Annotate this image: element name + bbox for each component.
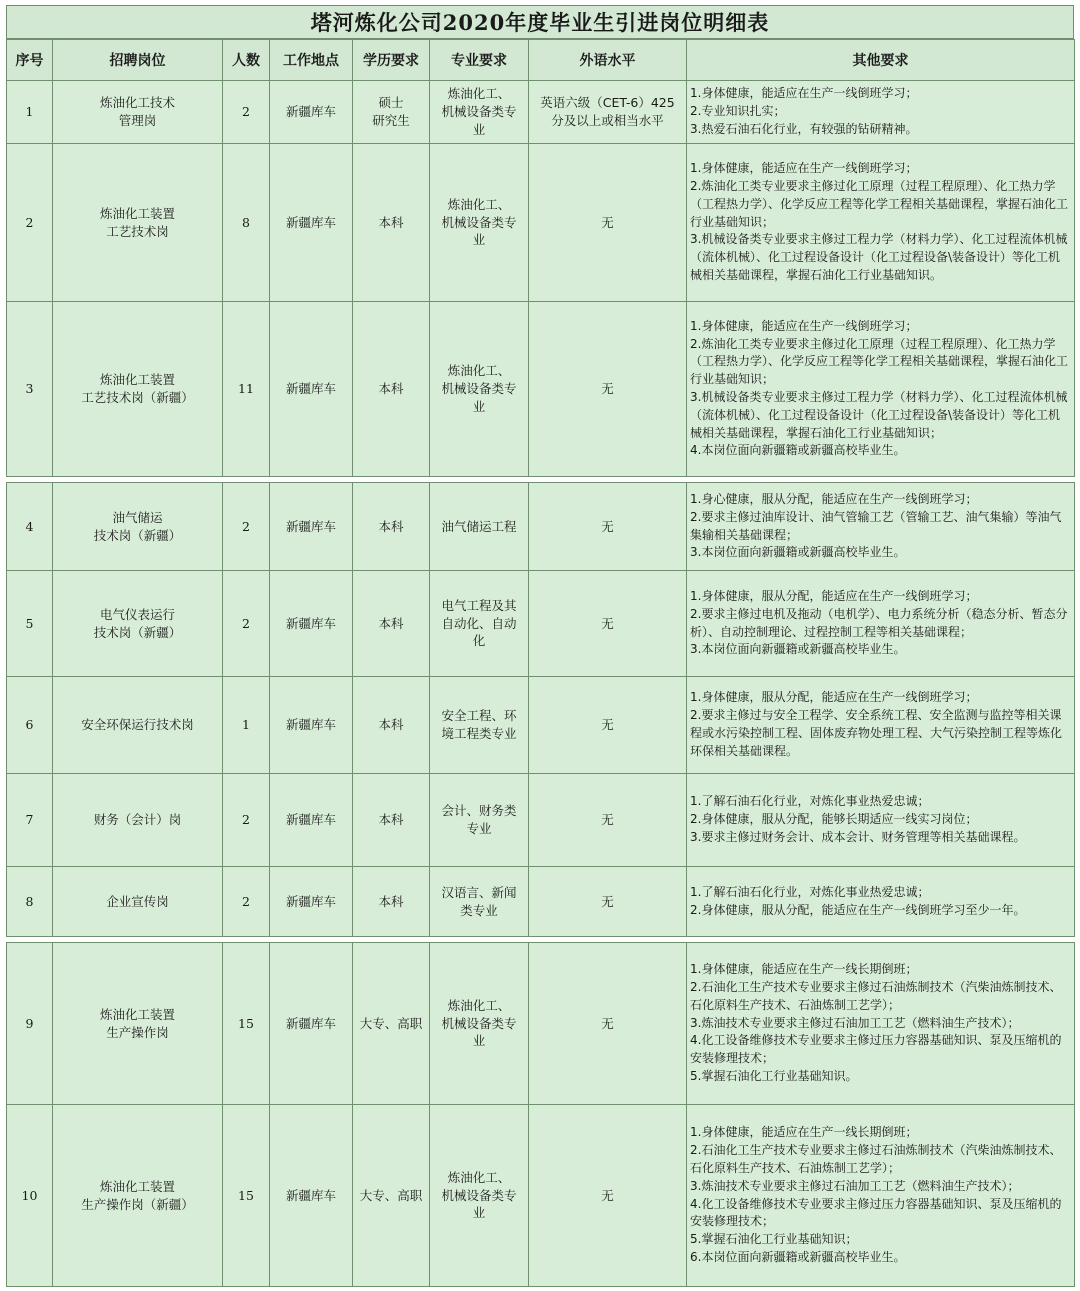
cell-education: 本科 [353,571,430,677]
cell-education: 本科 [353,677,430,774]
cell-other: 1.身体健康，服从分配，能适应在生产一线倒班学习； 2.要求主修过电机及拖动（电机学）、电力系统分析（稳态分析、暂态分析）、自动控制理论、过程控制工程等相关基础课程； 3.本岗位面向新疆籍或新疆高校毕业生。 [687,571,1075,677]
positions-table [6,39,1075,1287]
cell-education: 大专、高职 [353,943,430,1105]
table-row [7,81,1075,144]
cell-language: 无 [529,571,687,677]
cell-post: 炼油化工装置 生产操作岗（新疆） [53,1105,223,1287]
cell-other: 1.身体健康，能适应在生产一线长期倒班； 2.石油化工生产技术专业要求主修过石油炼制技术（汽柴油炼制技术、石化原料生产技术、石油炼制工艺学）； 3.炼油技术专业要求主修过石油加工工艺（燃料油生产技术）； 4.化工设备维修技术专业要求主修过压力容器基础知识、泵及压缩机的安装修理技术； 5.掌握石油化工行业基础知识； 6.本岗位面向新疆籍或新疆高校毕业生。 [687,1105,1075,1287]
header-row [7,40,1075,81]
cell-place: 新疆库车 [270,1105,353,1287]
header-no: 序号 [7,40,53,81]
table-row [7,483,1075,571]
cell-no: 10 [7,1105,53,1287]
cell-other: 1.了解石油石化行业，对炼化事业热爱忠诚； 2.身体健康，服从分配，能够长期适应一线实习岗位； 3.要求主修过财务会计、成本会计、财务管理等相关基础课程。 [687,774,1075,867]
cell-count: 15 [223,943,270,1105]
cell-place: 新疆库车 [270,144,353,302]
table-title: 塔河炼化公司2020年度毕业生引进岗位明细表 [310,10,770,35]
cell-language: 无 [529,1105,687,1287]
cell-language: 无 [529,302,687,477]
cell-count: 2 [223,571,270,677]
cell-post: 企业宣传岗 [53,867,223,937]
cell-language: 无 [529,774,687,867]
cell-no: 7 [7,774,53,867]
cell-education: 本科 [353,483,430,571]
cell-place: 新疆库车 [270,302,353,477]
cell-education: 本科 [353,774,430,867]
cell-place: 新疆库车 [270,571,353,677]
cell-count: 2 [223,867,270,937]
cell-post: 财务（会计）岗 [53,774,223,867]
cell-no: 6 [7,677,53,774]
cell-major: 炼油化工、 机械设备类专 业 [430,943,529,1105]
header-education: 学历要求 [353,40,430,81]
cell-place: 新疆库车 [270,774,353,867]
cell-place: 新疆库车 [270,81,353,144]
cell-other: 1.身体健康，能适应在生产一线倒班学习； 2.炼油化工类专业要求主修过化工原理（过程工程原理）、化工热力学（工程热力学）、化学反应工程等化学工程相关基础课程，掌握石油化工行业基础知识； 3.机械设备类专业要求主修过工程力学（材料力学）、化工过程流体机械（流体机械）、化工过程设备设计（化工过程设备\装备设计）等化工机械相关基础课程，掌握石油化工行业基础知识； 4.本岗位面向新疆籍或新疆高校毕业生。 [687,302,1075,477]
cell-post: 炼油化工装置 工艺技术岗 [53,144,223,302]
header-other: 其他要求 [687,40,1075,81]
cell-language: 英语六级（CET-6）425 分及以上或相当水平 [529,81,687,144]
cell-education: 本科 [353,867,430,937]
cell-other: 1.身体健康，能适应在生产一线倒班学习； 2.专业知识扎实； 3.热爱石油石化行业，有较强的钻研精神。 [687,81,1075,144]
cell-major: 炼油化工、 机械设备类专 业 [430,144,529,302]
table-row [7,774,1075,867]
table-row [7,943,1075,1105]
cell-no: 2 [7,144,53,302]
cell-language: 无 [529,677,687,774]
cell-place: 新疆库车 [270,483,353,571]
cell-count: 1 [223,677,270,774]
cell-major: 炼油化工、 机械设备类专 业 [430,1105,529,1287]
cell-post: 油气储运 技术岗（新疆） [53,483,223,571]
header-post: 招聘岗位 [53,40,223,81]
cell-major: 会计、财务类 专业 [430,774,529,867]
table-row [7,302,1075,477]
cell-education: 大专、高职 [353,1105,430,1287]
cell-no: 9 [7,943,53,1105]
cell-post: 安全环保运行技术岗 [53,677,223,774]
cell-no: 1 [7,81,53,144]
cell-other: 1.了解石油石化行业，对炼化事业热爱忠诚； 2.身体健康，服从分配，能适应在生产一线倒班学习至少一年。 [687,867,1075,937]
cell-count: 2 [223,774,270,867]
cell-other: 1.身体健康，能适应在生产一线长期倒班； 2.石油化工生产技术专业要求主修过石油炼制技术（汽柴油炼制技术、石化原料生产技术、石油炼制工艺学）； 3.炼油技术专业要求主修过石油加工工艺（燃料油生产技术）； 4.化工设备维修技术专业要求主修过压力容器基础知识、泵及压缩机的安装修理技术； 5.掌握石油化工行业基础知识。 [687,943,1075,1105]
cell-post: 炼油化工装置 工艺技术岗（新疆） [53,302,223,477]
cell-no: 4 [7,483,53,571]
cell-count: 11 [223,302,270,477]
cell-no: 5 [7,571,53,677]
cell-other: 1.身体健康，服从分配，能适应在生产一线倒班学习； 2.要求主修过与安全工程学、安全系统工程、安全监测与监控等相关课程或水污染控制工程、固体废弃物处理工程、大气污染控制工程等炼化环保相关基础课程。 [687,677,1075,774]
cell-education: 本科 [353,302,430,477]
cell-language: 无 [529,943,687,1105]
cell-post: 电气仪表运行 技术岗（新疆） [53,571,223,677]
cell-count: 2 [223,483,270,571]
header-language: 外语水平 [529,40,687,81]
table-row [7,677,1075,774]
header-place: 工作地点 [270,40,353,81]
cell-place: 新疆库车 [270,867,353,937]
cell-major: 炼油化工、 机械设备类专 业 [430,81,529,144]
cell-no: 3 [7,302,53,477]
table-title-bar [6,5,1074,39]
cell-post: 炼油化工装置 生产操作岗 [53,943,223,1105]
cell-education: 硕士 研究生 [353,81,430,144]
table-row [7,867,1075,937]
cell-post: 炼油化工技术 管理岗 [53,81,223,144]
cell-no: 8 [7,867,53,937]
cell-major: 安全工程、环 境工程类专业 [430,677,529,774]
cell-major: 电气工程及其 自动化、自动 化 [430,571,529,677]
cell-other: 1.身体健康，能适应在生产一线倒班学习； 2.炼油化工类专业要求主修过化工原理（过程工程原理）、化工热力学（工程热力学）、化学反应工程等化学工程相关基础课程，掌握石油化工行业基础知识； 3.机械设备类专业要求主修过工程力学（材料力学）、化工过程流体机械（流体机械）、化工过程设备设计（化工过程设备\装备设计）等化工机械相关基础课程，掌握石油化工行业基础知识。 [687,144,1075,302]
cell-education: 本科 [353,144,430,302]
cell-count: 2 [223,81,270,144]
cell-count: 8 [223,144,270,302]
table-row [7,1105,1075,1287]
cell-major: 炼油化工、 机械设备类专 业 [430,302,529,477]
cell-language: 无 [529,483,687,571]
cell-count: 15 [223,1105,270,1287]
cell-major: 汉语言、新闻 类专业 [430,867,529,937]
cell-place: 新疆库车 [270,677,353,774]
cell-other: 1.身心健康，服从分配，能适应在生产一线倒班学习； 2.要求主修过油库设计、油气管输工艺（管输工艺、油气集输）等油气集输相关基础课程； 3.本岗位面向新疆籍或新疆高校毕业生。 [687,483,1075,571]
table-row [7,144,1075,302]
cell-major: 油气储运工程 [430,483,529,571]
cell-place: 新疆库车 [270,943,353,1105]
cell-language: 无 [529,867,687,937]
header-count: 人数 [223,40,270,81]
table-row [7,571,1075,677]
header-major: 专业要求 [430,40,529,81]
cell-language: 无 [529,144,687,302]
